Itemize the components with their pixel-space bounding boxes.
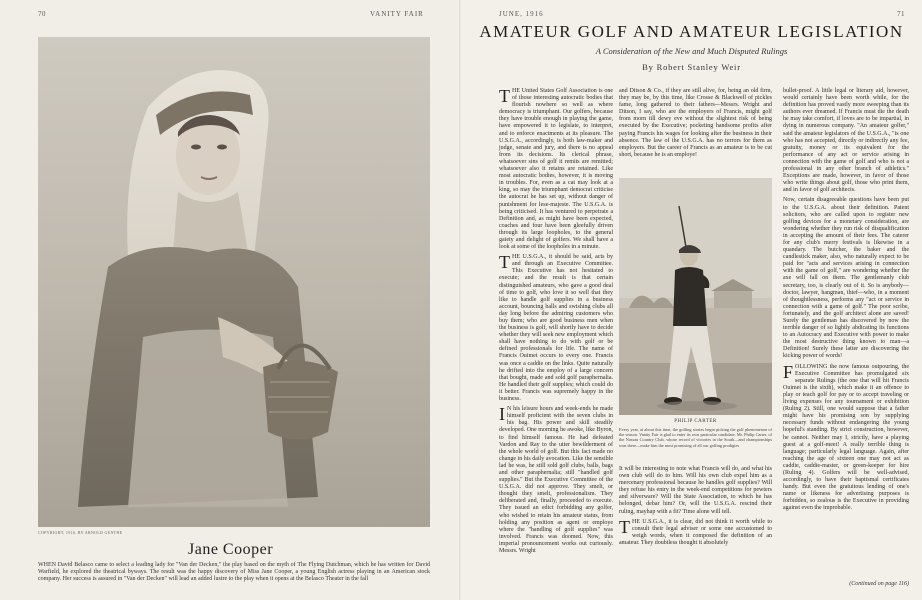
article-column-3 bbox=[783, 88, 909, 578]
running-head-date: JUNE, 1916 bbox=[499, 10, 544, 18]
paragraph: I N his leisure hours and week-ends he made himself proficient with the seven clubs in his bag. His power and skill steadily developed. One morning he awoke, like Byron, to find himself famous. He had defeated Vardon and Ray to the utter bewilderment of the whole world of golf. But this fact made no change in his daily avocation. Like the sensible lad he was, he still sold golf clubs, balls, bags and other paraphernalia; still "handled golf supplies." But the Executive Committee of the U.S.G.A. did not approve. They smelt, or thought they smelt, professionalism. They deliberated and, finally, proceeded to execute. They issued an edict forbidding any golfer, who wished to retain his amateur status, from holding any position as agent or employe where the "handling of golf supplies" was involved. Francis was doomed. Now, this imperial pronouncement works out curiously. Messrs. Wright bbox=[499, 404, 613, 554]
paragraph: Now, certain disagreeable questions have been put to the U.S.G.A. about their definition. Patent solicitors, who are called upon to register new golfing devices for a monetary consideration, are wondering whether they run risk of disqualification in accepting the amount of their fees. The caterer for any club's merry festivals is likewise in a quandary. The butcher, the baker and the candlestick maker, also, who naturally expect to be paid for "acts and services arising in connection with the game of golf," are wondering whether the axe will fall on them. The gentlemanly club secretary, too, is clearly out of it. So is anybody—doctor, lawyer, hangman, thief—who, in a moment of thoughtlessness, performs any "act or service in connection with a game of golf." The poor scribe, fortunately, and the golf architect alone are saved! Surely the gentleman has discovered by now the terrible danger of so lightly abdicating its functions to an Autocracy and Executive with power to make the most destructive thing known to man—a Definition! Surely these latter are discovering the kicking power of words! bbox=[783, 197, 909, 360]
drop-cap: T bbox=[499, 252, 510, 273]
paragraph: FOLLOWING the now famous outpouring, the Executive Committee has promulgated six separate Rulings (the one that will hit Francis Ouimet is the sixth), which make it an offence to play or teach golf for pay or to accept traveling or living expenses for any tournament or exhibition (Ruling 2). Still, one would suppose that a father might have his promising son by supplying necessary funds without endangering the young hopeful's standing. By strict construction, however, he cannot. Neither may I, strictly, have a playing guest at a golf-meet! A really terrible thing is language; particularly legal language. Again, after reaching the age of sixteen one may not act as caddie, caddie-master, or green-keeper for hire (Ruling 4). Golfers will be well-advised, accordingly, to have their baptismal certificates handy. But even the gratuitous lending of one's name or likeness for advertising purposes is forbidden, so zealous is the Executive in providing against even the improbable. bbox=[783, 361, 909, 512]
paragraph: THE United States Golf Association is one of those interesting autocratic bodies that flourish nowhere so well as where democracy is triumphant. Our golfers, because they have trouble enough in playing the game, have empowered it to legislate, to interpret, and to enforce enactments at its pleasure. The U.S.G.A., accordingly, is both law-maker and judge, senate and jury, and there is no appeal from its decisions. Its clerical phrase, whatsoever sins of golf it remits are remitted; whatsoever also it retains are retained. Like most autocratic bodies, however, it is moving in troubles. For, even as a cat may look at a king, so may the triumphant democrat criticise the autocrat he has set up, without danger of punishment for lese-majeste. The U.S.G.A. is being criticised. It has ventured to perpetrate a Definition and, as might have been expected, coaches and four have been gleefully driven through its large loopholes, to the general gaiety and delight of golfers. We shall have a look at some of the loopholes in a minute. bbox=[499, 86, 613, 251]
paragraph: THE U.S.G.A., it should be said, acts by and through an Executive Committee. This Executive has not hesitated to execute; and the result is that certain distinguished amateurs, who gave a good deal of time to golf, who love it so well that they like to handle golf supplies in a business account, bouncing balls and swishing clubs all day long before the admiring customers who buy them; who are good business men when the business is golf, will shortly have to decide whether they will seek new employment which shall have nothing to do with golf or be defined professionals for life. The name of Francis Ouimet occurs to every one. Francis was once a caddie on the links. Quite naturally he drifted into the employ of a large concern that bought, made and sold golf paraphernalia. He handled their golf supplies; which could do it better. Francis was supremely happy in the business. bbox=[499, 252, 613, 403]
paragraph: THE U.S.G.A., it is clear, did not think it worth while to consult their legal adviser or some one accustomed to weigh words, when it composed the definition of an amateur. They doubtless thought it absolutely bbox=[619, 516, 772, 546]
page-number: 70 bbox=[38, 10, 46, 18]
portrait-caption-title: Jane Cooper bbox=[187, 541, 274, 558]
photo-credit: COPYRIGHT, 1916, BY ARNOLD GENTHE bbox=[38, 530, 123, 535]
drop-cap: T bbox=[499, 86, 510, 106]
article-byline: By Robert Stanley Weir bbox=[642, 62, 741, 72]
paragraph: and Ditson & Co., if they are still alive, for, being an old firm, they may be, by this time, like Crosse & Blackwell of pickles fame, long gathered to their fathers—Messrs. Wright and Ditson, I say, who are the employers of Francis, might golf from morn till dewy eve without the slightest risk of being executed by the Executive; pocketing handsome profits after paying Francis his wages for looking after the business in their absence. The law of the U.S.G.A. has no terrors for them as employers. But the career of Francis as an amateur is to be cut short, because he is an employe! bbox=[619, 88, 772, 158]
right-page bbox=[461, 0, 922, 600]
portrait-photo bbox=[38, 37, 430, 527]
article-column-2-bottom bbox=[619, 466, 772, 594]
golfer-caption-title: PHILIP CARTER bbox=[674, 419, 717, 424]
drop-cap: T bbox=[619, 516, 630, 537]
paragraph: It will be interesting to note what Francis will do, and what his own club will do to him. Will his own club expel him as a mercenary professional because he handles golf supplies? Will they refuse his entry in the week-end competitions for pewters and silverware? Will the State Association, to which he has belonged, debar him? Or, will the U.S.G.A. rescind their ruling, mayhap with a fit? Time alone will tell. bbox=[619, 466, 772, 515]
drop-cap: I bbox=[499, 404, 505, 425]
continued-note: (Continued on page 116) bbox=[849, 581, 909, 587]
golfer-photo bbox=[619, 178, 772, 415]
portrait-illustration bbox=[38, 37, 430, 527]
article-subhead: A Consideration of the New and Much Disputed Rulings bbox=[595, 46, 788, 56]
golfer-illustration bbox=[619, 178, 772, 415]
paragraph: bullet-proof. A little legal or literary aid, however, would certainly have been worth while, for the definition has proved vastly more sweeping than its authors ever dreamed. If Francis must die the death he may take comfort, if loves are to be impartial, in dying in numerous company. "An amateur golfer," said the amateur legislators of the U.S.G.A., "is one who has not accepted, directly or indirectly any fee, gratuity, money or its equivalent for the performance of any act or service arising in connection with the game of golf and who is not a professional in any other branch of athletics." Exceptions are made, however, in favor of those who write things about golf, those who print them, and in favor of golf architects. bbox=[783, 88, 909, 194]
running-head: VANITY FAIR bbox=[370, 10, 424, 18]
golfer-caption: Every year, at about this time, the golfing stories begin picking the golf phenomenon of the season. Vanity Fair is glad to enter its own particular candidate, Mr. Philip Carter, of the Nassau Country Club, whose record of victories in the South—and championships won there—make him the most promising of all our golfing prodigies bbox=[619, 427, 772, 448]
article-column-2-top bbox=[619, 88, 772, 176]
page-number: 71 bbox=[897, 10, 905, 18]
drop-cap: F bbox=[783, 361, 794, 382]
article-headline: AMATEUR GOLF AND AMATEUR LEGISLATION bbox=[479, 22, 904, 41]
portrait-caption-text: WHEN David Belasco came to select a leading lady for "Van der Decken," the play based on the myth of The Flying Dutchman, which he has written for David Warfield, he explored the theatrical byways. The result was the happy discovery of Miss Jane Cooper, a young English actress playing in an American stock company. Her success is assured in "Van der Decken" will lead an added lustre to the play when it opens at the Belasco Theater in the fall bbox=[38, 562, 430, 582]
article-column-1 bbox=[499, 88, 613, 593]
